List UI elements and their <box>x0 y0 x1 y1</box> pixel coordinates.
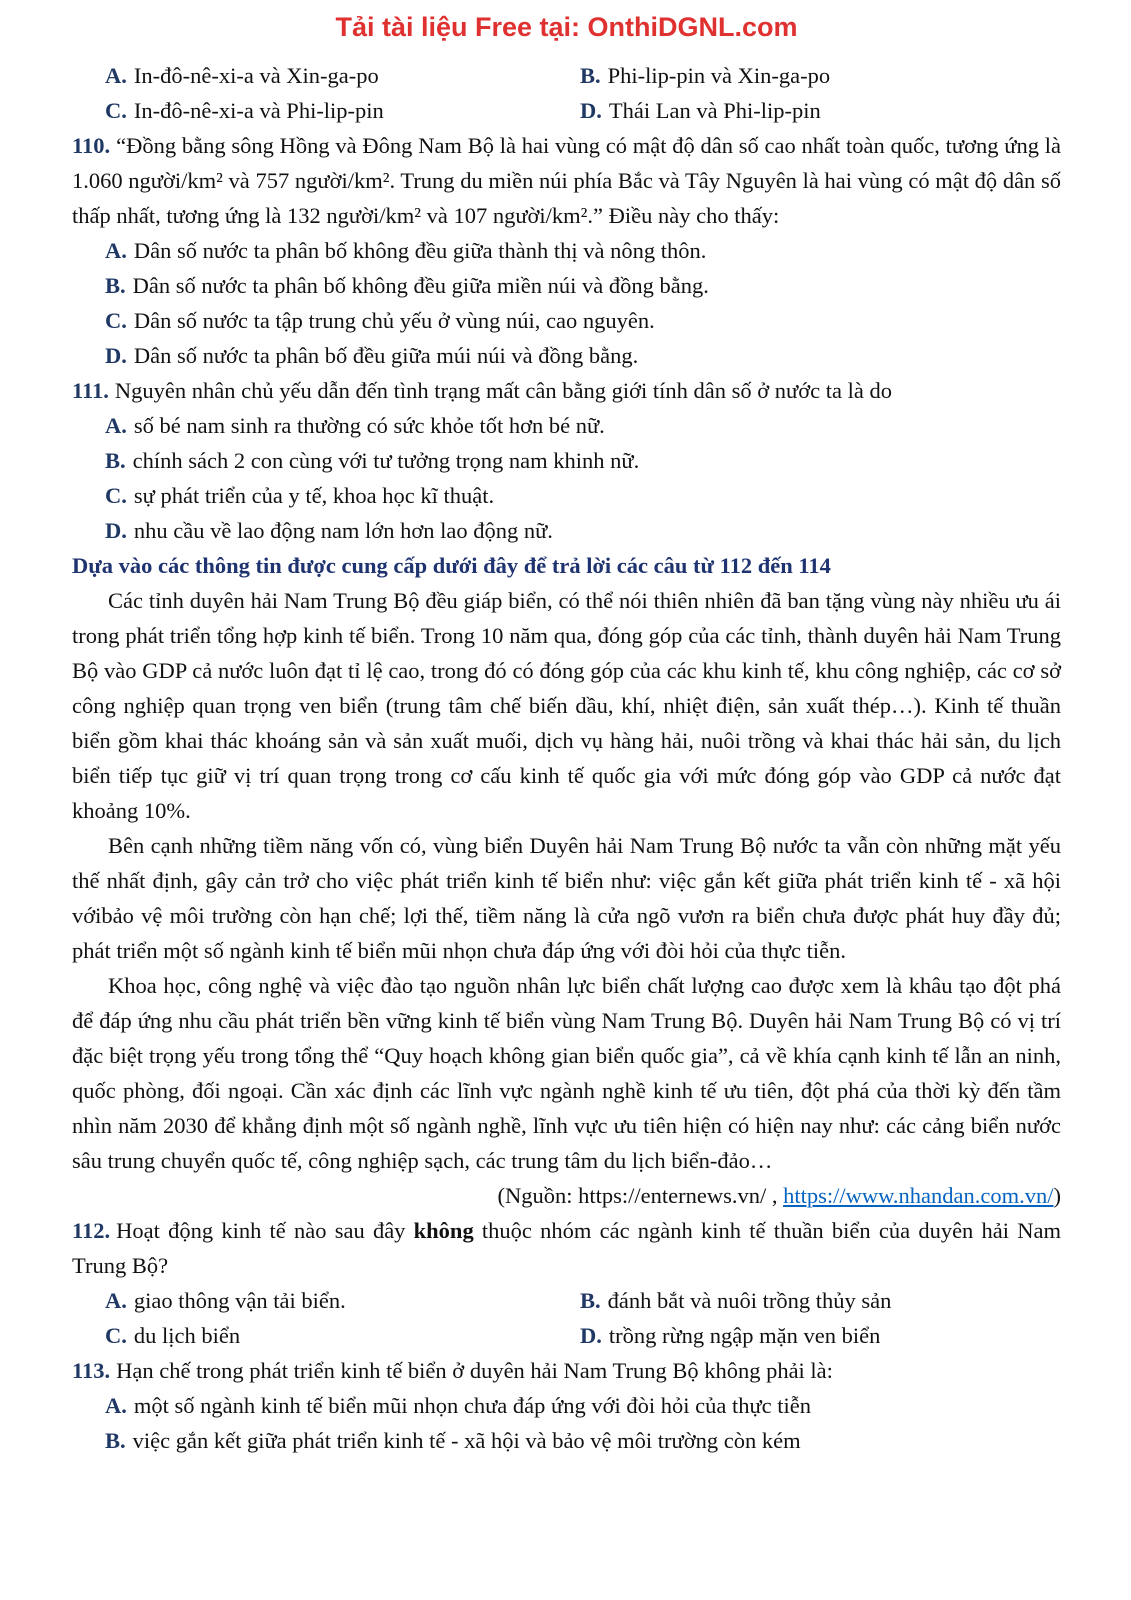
option-letter: B. <box>580 1288 601 1313</box>
option-text: nhu cầu về lao động nam lớn hơn lao động nữ. <box>133 518 553 543</box>
option-letter: B. <box>580 63 601 88</box>
question-112 <box>72 1213 1061 1353</box>
option-letter: A. <box>105 413 127 438</box>
passage-paragraph-3: Khoa học, công nghệ và việc đào tạo nguồn nhân lực biển chất lượng cao được xem là khâu tạo đột phá để đáp ứng nhu cầu phát triển bền vững kinh tế biển vùng Nam Trung Bộ. Duyên hải Nam Trung Bộ có vị trí đặc biệt trọng yếu trong tổng thể “Quy hoạch không gian biển quốc gia”, cả về khía cạnh kinh tế lẫn an ninh, quốc phòng, đối ngoại. Cần xác định các lĩnh vực ngành nghề kinh tế ưu tiên, đột phá của thời kỳ đến tầm nhìn năm 2030 để khẳng định một số ngành nghề, lĩnh vực ưu tiên hiện có hiện nay như: các cảng biển nước sâu trung chuyển quốc tế, công nghiệp sạch, các trung tâm du lịch biển-đảo… <box>72 973 1061 1173</box>
option-b <box>580 1283 1061 1318</box>
option-letter: B. <box>105 1428 126 1453</box>
passage-paragraph-1: Các tỉnh duyên hải Nam Trung Bộ đều giáp biển, có thể nói thiên nhiên đã ban tặng vùng này nhiều ưu ái trong phát triển tổng hợp kinh tế biển. Trong 10 năm qua, đóng góp của các tỉnh, thành duyên hải Nam Trung Bộ vào GDP cả nước luôn đạt tỉ lệ cao, trong đó có đóng góp của các khu kinh tế, khu công nghiệp, các cơ sở công nghiệp quan trọng ven biển (trung tâm chế biến dầu, khí, nhiệt điện, sản xuất thép…). Kinh tế thuần biển gồm khai thác khoáng sản và sản xuất muối, dịch vụ hàng hải, nuôi trồng và khai thác hải sản, du lịch biển tiếp tục giữ vị trí quan trọng trong cơ cấu kinh tế quốc gia với mức đóng góp vào GDP cả nước đạt khoảng 10%. <box>72 588 1061 823</box>
question-111 <box>72 373 1061 548</box>
question-text: Hạn chế trong phát triển kinh tế biển ở duyên hải Nam Trung Bộ không phải là: <box>116 1358 833 1383</box>
question-stem <box>72 373 1061 408</box>
options-row <box>72 58 1061 93</box>
option-d <box>580 1318 1061 1353</box>
option-text: trồng rừng ngập mặn ven biển <box>608 1323 881 1348</box>
option-letter: C. <box>105 98 127 123</box>
option-a <box>72 58 580 93</box>
option-a <box>72 1388 1061 1423</box>
watermark-header: Tải tài liệu Free tại: OnthiDGNL.com <box>335 12 798 42</box>
option-a <box>72 1283 580 1318</box>
options-row <box>72 1318 1061 1353</box>
option-letter: C. <box>105 483 127 508</box>
option-text: sự phát triển của y tế, khoa học kĩ thuật. <box>133 483 495 508</box>
option-a <box>72 233 1061 268</box>
question-text-after: thuộc nhóm các ngành kinh tế thuần biển của duyên hải Nam Trung Bộ? <box>72 1218 1061 1278</box>
passage-paragraph-2: Bên cạnh những tiềm năng vốn có, vùng biển Duyên hải Nam Trung Bộ nước ta vẫn còn những mặt yếu thế nhất định, gây cản trở cho việc phát triển kinh tế biển như: việc gắn kết giữa phát triển kinh tế - xã hội vớibảo vệ môi trường còn hạn chế; lợi thế, tiềm năng là cửa ngõ vươn ra biển chưa được phát huy đầy đủ; phát triển một số ngành kinh tế biển mũi nhọn chưa đáp ứng với đòi hỏi của thực tiễn. <box>72 833 1061 963</box>
option-letter: C. <box>105 308 127 333</box>
option-letter: A. <box>105 1393 127 1418</box>
option-b <box>72 268 1061 303</box>
option-text: Dân số nước ta phân bố đều giữa múi núi và đồng bằng. <box>133 343 639 368</box>
option-d <box>72 338 1061 373</box>
option-a <box>72 408 1061 443</box>
option-c <box>72 303 1061 338</box>
option-d <box>72 513 1061 548</box>
option-text: In-đô-nê-xi-a và Phi-lip-pin <box>133 98 384 123</box>
question-stem <box>72 1213 1061 1283</box>
option-text: số bé nam sinh ra thường có sức khỏe tốt hơn bé nữ. <box>133 413 605 438</box>
option-letter: D. <box>105 343 127 368</box>
option-letter: B. <box>105 273 126 298</box>
option-text: việc gắn kết giữa phát triển kinh tế - xã hội và bảo vệ môi trường còn kém <box>132 1428 801 1453</box>
option-letter: B. <box>105 448 126 473</box>
option-b <box>72 1423 1061 1458</box>
source-link[interactable]: https://www.nhandan.com.vn/ <box>783 1183 1054 1208</box>
option-letter: C. <box>105 1323 127 1348</box>
option-d <box>580 93 1061 128</box>
question-109-options <box>72 58 1061 128</box>
option-letter: A. <box>105 238 127 263</box>
option-c <box>72 1318 580 1353</box>
passage-instruction-heading: Dựa vào các thông tin được cung cấp dưới đây để trả lời các câu từ 112 đến 114 <box>72 553 831 578</box>
question-stem <box>72 1353 1061 1388</box>
question-stem <box>72 128 1061 233</box>
question-113 <box>72 1353 1061 1458</box>
option-text: In-đô-nê-xi-a và Xin-ga-po <box>133 63 379 88</box>
option-text: Dân số nước ta phân bố không đều giữa miền núi và đồng bằng. <box>132 273 709 298</box>
option-text: Dân số nước ta phân bố không đều giữa thành thị và nông thôn. <box>133 238 707 263</box>
options-row <box>72 1283 1061 1318</box>
options-row <box>72 93 1061 128</box>
source-citation <box>72 1178 1061 1213</box>
option-letter: A. <box>105 1288 127 1313</box>
option-letter: A. <box>105 63 127 88</box>
question-110 <box>72 128 1061 373</box>
option-text: Thái Lan và Phi-lip-pin <box>608 98 821 123</box>
question-text: “Đồng bằng sông Hồng và Đông Nam Bộ là hai vùng có mật độ dân số cao nhất toàn quốc, tương ứng là 1.060 người/km² và 757 người/km². Trung du miền núi phía Bắc và Tây Nguyên là hai vùng có mật độ dân số thấp nhất, tương ứng là 132 người/km² và 107 người/km².” Điều này cho thấy: <box>72 133 1061 228</box>
option-b <box>580 58 1061 93</box>
option-letter: D. <box>580 98 602 123</box>
option-text: Dân số nước ta tập trung chủ yếu ở vùng núi, cao nguyên. <box>133 308 655 333</box>
question-number: 112. <box>72 1218 111 1243</box>
option-text: chính sách 2 con cùng với tư tưởng trọng nam khinh nữ. <box>132 448 640 473</box>
option-c <box>72 478 1061 513</box>
question-number: 113. <box>72 1358 111 1383</box>
source-prefix: (Nguồn: https://enternews.vn/ , <box>497 1183 784 1208</box>
option-letter: D. <box>105 518 127 543</box>
option-text: Phi-lip-pin và Xin-ga-po <box>607 63 831 88</box>
source-suffix: ) <box>1053 1183 1061 1208</box>
option-text: đánh bắt và nuôi trồng thủy sản <box>607 1288 892 1313</box>
option-letter: D. <box>580 1323 602 1348</box>
question-bold-word: không <box>413 1218 474 1243</box>
option-text: một số ngành kinh tế biển mũi nhọn chưa đáp ứng với đòi hỏi của thực tiễn <box>133 1393 811 1418</box>
option-c <box>72 93 580 128</box>
option-text: giao thông vận tải biển. <box>133 1288 346 1313</box>
question-text-before: Hoạt động kinh tế nào sau đây <box>116 1218 414 1243</box>
option-text: du lịch biển <box>133 1323 241 1348</box>
question-number: 111. <box>72 378 109 403</box>
question-text: Nguyên nhân chủ yếu dẫn đến tình trạng mất cân bằng giới tính dân số ở nước ta là do <box>114 378 892 403</box>
question-number: 110. <box>72 133 111 158</box>
option-b <box>72 443 1061 478</box>
